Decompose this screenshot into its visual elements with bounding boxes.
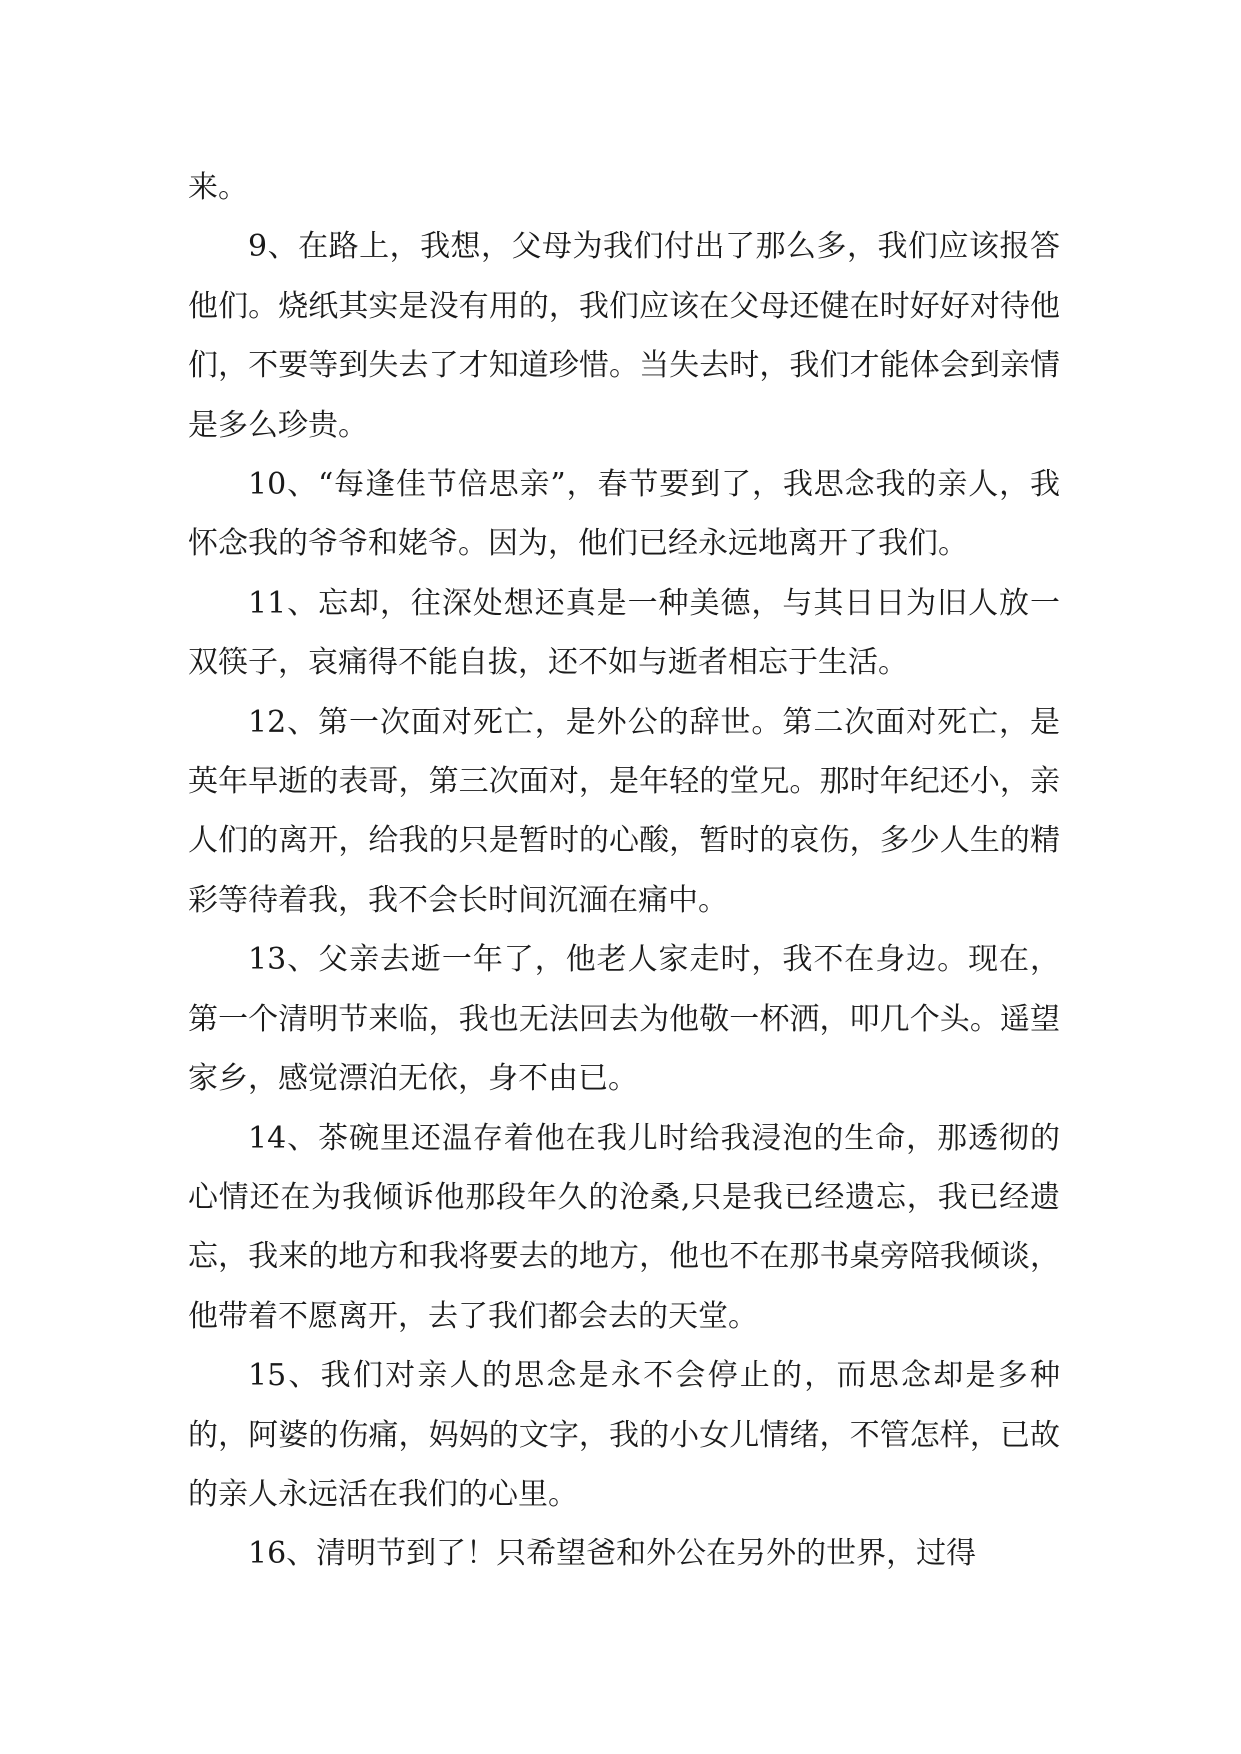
paragraph-item-10: 10、“每逢佳节倍思亲”，春节要到了，我思念我的亲人，我怀念我的爷爷和姥爷。因为，他们已经永远地离开了我们。 <box>188 467 1060 562</box>
paragraph-item-16: 16、清明节到了！只希望爸和外公在另外的世界，过得 <box>248 1536 977 1572</box>
paragraph-continuation: 来。 <box>188 170 248 205</box>
paragraph-item-13: 13、父亲去逝一年了，他老人家走时，我不在身边。现在，第一个清明节来临，我也无法回去为他敬一杯洒，叩几个头。遥望家乡，感觉漂泊无依，身不由已。 <box>188 942 1060 1097</box>
paragraph-item-15: 15、我们对亲人的思念是永不会停止的，而思念却是多种的，阿婆的伤痛，妈妈的文字，我的小女儿情绪，不管怎样，已故的亲人永远活在我们的心里。 <box>188 1358 1060 1512</box>
document-body <box>188 158 1060 1584</box>
paragraph-item-12: 12、第一次面对死亡，是外公的辞世。第二次面对死亡，是英年早逝的表哥，第三次面对，是年轻的堂兄。那时年纪还小，亲人们的离开，给我的只是暂时的心酸，暂时的哀伤，多少人生的精彩等待着我，我不会长时间沉湎在痛中。 <box>188 704 1060 918</box>
paragraph-item-9: 9、在路上，我想，父母为我们付出了那么多，我们应该报答他们。烧纸其实是没有用的，我们应该在父母还健在时好好对待他们，不要等到失去了才知道珍惜。当失去时，我们才能体会到亲情是多么珍贵。 <box>188 229 1060 443</box>
paragraph-item-14: 14、茶碗里还温存着他在我儿时给我浸泡的生命，那透彻的心情还在为我倾诉他那段年久的沧桑,只是我已经遗忘，我已经遗忘，我来的地方和我将要去的地方，他也不在那书桌旁陪我倾谈，他带着不愿离开，去了我们都会去的天堂。 <box>188 1120 1060 1334</box>
paragraph-item-11: 11、忘却，往深处想还真是一种美德，与其日日为旧人放一双筷子，哀痛得不能自拔，还不如与逝者相忘于生活。 <box>188 585 1060 681</box>
